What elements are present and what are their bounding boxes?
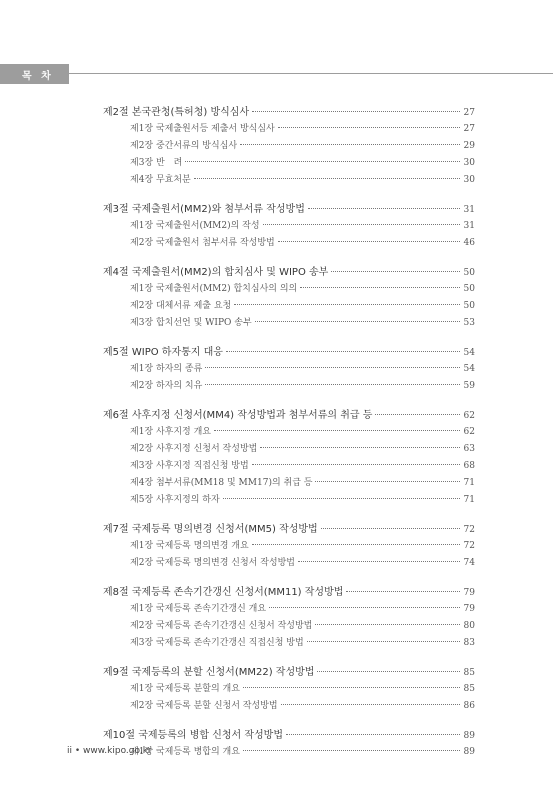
page-number: 54	[463, 348, 475, 358]
page-number: 31	[463, 205, 475, 215]
toc-entry	[103, 475, 475, 492]
toc-entry-title: 제5장 사후지정의 하자	[130, 495, 220, 505]
toc-section	[103, 407, 475, 509]
toc-section-heading-title: 제10절 국제등록의 병합 신청서 작성방법	[103, 730, 283, 741]
dot-leader	[315, 481, 460, 482]
toc-entry-title: 제3장 합치선언 및 WIPO 송부	[130, 318, 252, 328]
toc-section-heading	[103, 584, 475, 601]
toc-entry	[103, 458, 475, 475]
toc-entry	[103, 235, 475, 252]
toc-section	[103, 104, 475, 189]
page-number: 68	[463, 461, 475, 471]
dot-leader	[260, 447, 460, 448]
toc-section-heading	[103, 664, 475, 681]
toc-entry-title: 제4장 무효처분	[130, 175, 191, 185]
dot-leader	[298, 561, 460, 562]
dot-leader	[278, 241, 460, 242]
dot-leader	[240, 144, 460, 145]
toc-section	[103, 521, 475, 572]
dot-leader	[269, 607, 460, 608]
toc-entry-title: 제1장 국제출원서등 제출서 방식심사	[130, 124, 275, 134]
toc-entry	[103, 681, 475, 698]
toc-entry	[103, 698, 475, 715]
toc-entry	[103, 361, 475, 378]
page-number: 62	[463, 411, 475, 421]
page-number: 27	[463, 124, 475, 134]
toc-entry	[103, 744, 475, 761]
header-rule	[69, 73, 553, 74]
page-number: 27	[463, 108, 475, 118]
page-number: 50	[463, 284, 475, 294]
toc-section-heading	[103, 344, 475, 361]
toc-section-heading-title: 제2절 본국관청(특허청) 방식심사	[103, 107, 250, 118]
dot-leader	[308, 208, 460, 209]
toc-entry-title: 제2장 국제등록 명의변경 신청서 작성방법	[130, 558, 295, 568]
toc-entry-title: 제1장 국제등록 존속기간갱신 개요	[130, 604, 267, 614]
toc-section	[103, 584, 475, 652]
toc-entry-title: 제2장 대체서류 제출 요청	[130, 301, 232, 311]
toc-entry	[103, 155, 475, 172]
dot-leader	[278, 127, 460, 128]
page-number: 79	[463, 604, 475, 614]
toc-section-heading	[103, 201, 475, 218]
toc-entry-title: 제2장 하자의 치유	[130, 381, 203, 391]
dot-leader	[185, 161, 460, 162]
toc-entry-title: 제2장 사후지정 신청서 작성방법	[130, 444, 258, 454]
toc-entry-title: 제2장 국제등록 분할 신청서 작성방법	[130, 701, 278, 711]
page-number: 50	[463, 268, 475, 278]
dot-leader	[252, 544, 460, 545]
page-number: 54	[463, 364, 475, 374]
page-number: 62	[463, 427, 475, 437]
dot-leader	[243, 687, 460, 688]
toc-section-heading-title: 제4절 국제출원서(MM2)의 합치심사 및 WIPO 송부	[103, 267, 329, 278]
toc-section-heading	[103, 104, 475, 121]
toc-entry-title: 제4장 첨부서류(MM18 및 MM17)의 취급 등	[130, 478, 313, 488]
dot-leader	[252, 464, 460, 465]
toc-entry-title: 제1장 사후지정 개요	[130, 427, 212, 437]
toc-section-heading-title: 제9절 국제등록의 분할 신청서(MM22) 작성방법	[103, 667, 315, 678]
toc-section-heading	[103, 727, 475, 744]
toc-section-heading	[103, 521, 475, 538]
toc-section-heading-title: 제5절 WIPO 하자통지 대응	[103, 347, 223, 358]
page-footer: ii • www.kipo.go.kr	[67, 746, 152, 756]
dot-leader	[243, 750, 460, 751]
page-number: 50	[463, 301, 475, 311]
toc-entry	[103, 538, 475, 555]
toc-section-heading	[103, 264, 475, 281]
page-number: 80	[463, 621, 475, 631]
toc-entry	[103, 121, 475, 138]
dot-leader	[263, 224, 460, 225]
toc-entry-title: 제3장 사후지정 직접신청 방법	[130, 461, 249, 471]
toc-entry	[103, 555, 475, 572]
page-number: 86	[463, 701, 475, 711]
page-number: 46	[463, 238, 475, 248]
toc-section-heading-title: 제6절 사후지정 신청서(MM4) 작성방법과 첨부서류의 취급 등	[103, 410, 373, 421]
toc-entry	[103, 492, 475, 509]
page-number: 85	[463, 668, 475, 678]
dot-leader	[331, 271, 460, 272]
dot-leader	[321, 528, 460, 529]
page-number: 30	[463, 158, 475, 168]
toc-entry-title: 제1장 국제등록 명의변경 개요	[130, 541, 249, 551]
dot-leader	[281, 704, 460, 705]
page-number: 29	[463, 141, 475, 151]
page-number: 72	[463, 541, 475, 551]
table-of-contents	[103, 104, 475, 773]
page-number: 71	[463, 478, 475, 488]
toc-section-heading	[103, 407, 475, 424]
toc-section-heading-title: 제3절 국제출원서(MM2)와 첨부서류 작성방법	[103, 204, 305, 215]
toc-entry	[103, 635, 475, 652]
page-number: 89	[463, 731, 475, 741]
toc-entry-title: 제1장 하자의 종류	[130, 364, 203, 374]
toc-entry-title: 제1장 국제등록 분할의 개요	[130, 684, 240, 694]
dot-leader	[252, 111, 460, 112]
toc-section-heading-title: 제8절 국제등록 존속기간갱신 신청서(MM11) 작성방법	[103, 587, 344, 598]
page-number: 53	[463, 318, 475, 328]
toc-entry	[103, 424, 475, 441]
toc-section	[103, 264, 475, 332]
toc-entry	[103, 601, 475, 618]
toc-entry	[103, 315, 475, 332]
dot-leader	[315, 624, 460, 625]
toc-section	[103, 201, 475, 252]
toc-entry	[103, 138, 475, 155]
toc-entry-title: 제3장 반 려	[130, 158, 183, 168]
toc-entry	[103, 172, 475, 189]
dot-leader	[307, 641, 460, 642]
toc-entry	[103, 281, 475, 298]
toc-header-label: 목 차	[22, 71, 54, 82]
dot-leader	[194, 178, 460, 179]
toc-section	[103, 664, 475, 715]
toc-entry-title: 제2장 중간서류의 방식심사	[130, 141, 238, 151]
toc-entry-title: 제1장 국제출원서(MM2) 합치심사의 의의	[130, 284, 298, 294]
toc-entry-title: 제1장 국제출원서(MM2)의 작성	[130, 221, 260, 231]
page-number: 79	[463, 588, 475, 598]
toc-section	[103, 727, 475, 761]
dot-leader	[375, 414, 460, 415]
toc-entry	[103, 378, 475, 395]
page-number: 85	[463, 684, 475, 694]
dot-leader	[255, 321, 460, 322]
page-number: 59	[463, 381, 475, 391]
page-number: 30	[463, 175, 475, 185]
toc-entry-title: 제3장 국제등록 존속기간갱신 직접신청 방법	[130, 638, 304, 648]
page-number: 63	[463, 444, 475, 454]
dot-leader	[214, 430, 460, 431]
dot-leader	[223, 498, 460, 499]
dot-leader	[234, 304, 460, 305]
toc-header-tab	[0, 64, 69, 84]
page-number: 89	[463, 747, 475, 757]
toc-section	[103, 344, 475, 395]
toc-entry-title: 제2장 국제등록 존속기간갱신 신청서 작성방법	[130, 621, 313, 631]
toc-entry	[103, 618, 475, 635]
toc-entry	[103, 441, 475, 458]
dot-leader	[300, 287, 460, 288]
dot-leader	[205, 367, 460, 368]
page-number: 71	[463, 495, 475, 505]
toc-section-heading-title: 제7절 국제등록 명의변경 신청서(MM5) 작성방법	[103, 524, 318, 535]
dot-leader	[286, 734, 460, 735]
page-number: 72	[463, 525, 475, 535]
page-number: 83	[463, 638, 475, 648]
page-number: 74	[463, 558, 475, 568]
toc-entry-title: 제1장 국제등록 병합의 개요	[130, 747, 240, 757]
dot-leader	[205, 384, 460, 385]
toc-entry-title: 제2장 국제출원서 첨부서류 작성방법	[130, 238, 275, 248]
dot-leader	[226, 351, 460, 352]
dot-leader	[346, 591, 460, 592]
toc-entry	[103, 218, 475, 235]
page-number: 31	[463, 221, 475, 231]
toc-entry	[103, 298, 475, 315]
dot-leader	[317, 671, 460, 672]
